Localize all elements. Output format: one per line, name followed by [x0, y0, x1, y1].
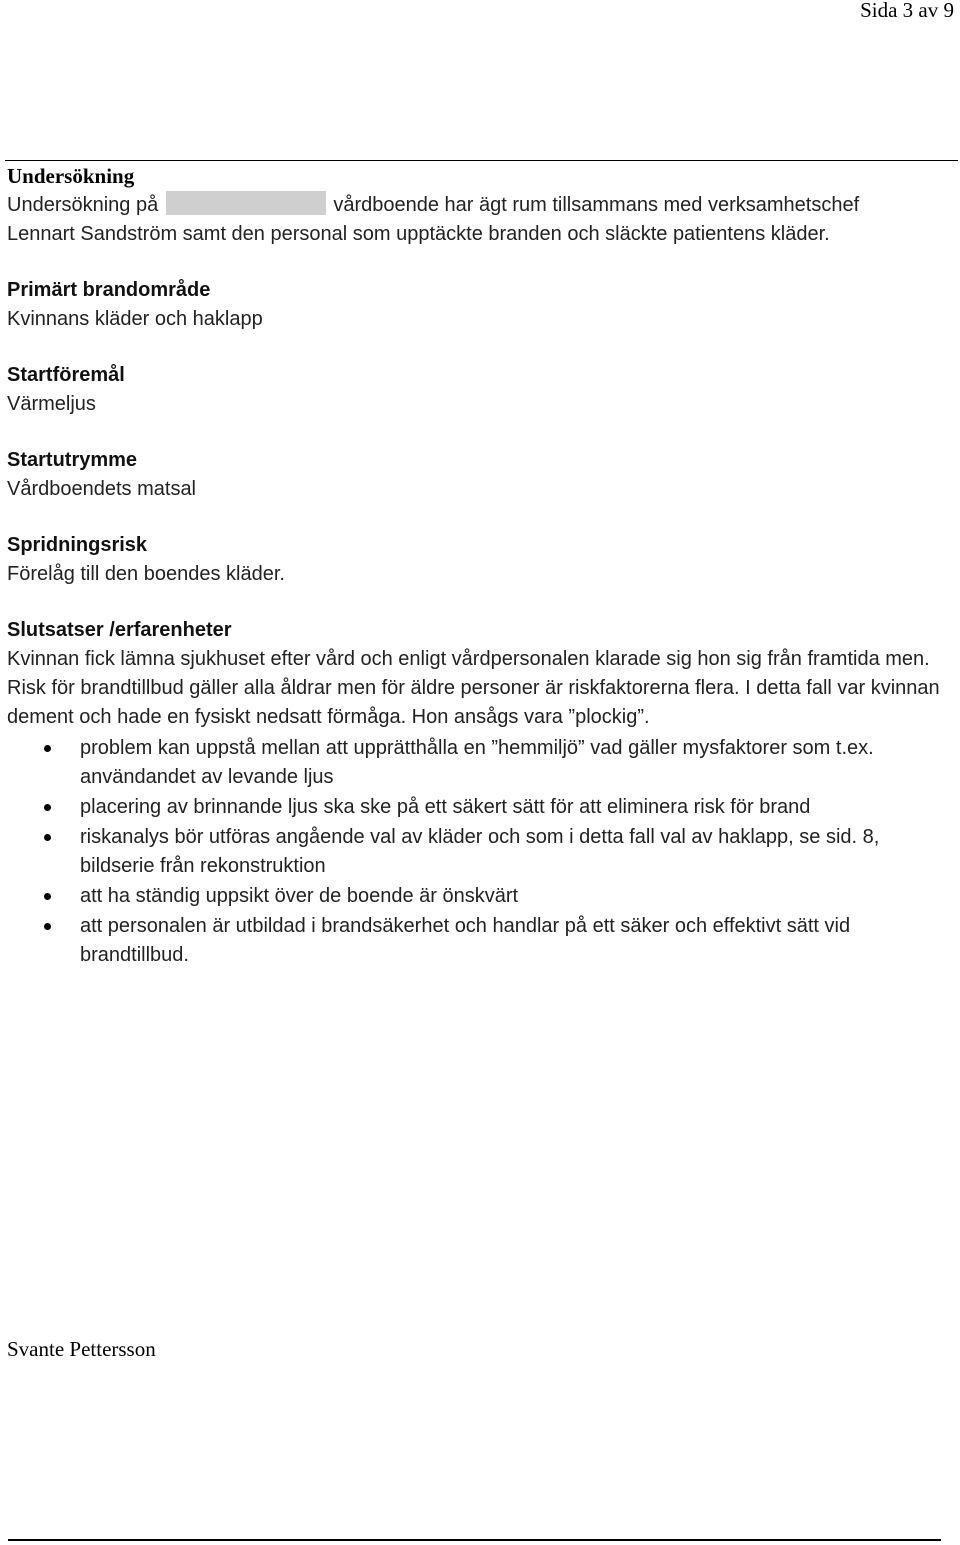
- spread-risk-heading: Spridningsrisk: [7, 534, 148, 556]
- start-object-heading: Startföremål: [7, 364, 125, 386]
- conclusions-paragraph-2: Risk för brandtillbud gäller alla åldrar men för äldre personer är riskfaktorerna flera. I detta fall var kvinnan dement och hade en fysiskt nedsatt förmåga. Hon ansågs vara ”plockig”.: [7, 677, 940, 728]
- investigation-line-2: Lennart Sandström samt den personal som upptäckte branden och släckte patientens kläder.: [7, 223, 830, 245]
- conclusions-heading: Slutsatser /erfarenheter: [7, 619, 232, 641]
- list-item: [7, 793, 952, 822]
- conclusions-bullet-list: [7, 734, 952, 970]
- bullet-icon: [44, 804, 51, 811]
- conclusions-paragraph-1: Kvinnan fick lämna sjukhuset efter vård och enligt vårdpersonalen klarade sig hon sig från framtida men.: [7, 648, 930, 670]
- list-item: [7, 912, 952, 970]
- investigation-line-1-end: vårdboende har ägt rum tillsammans med verksamhetschef: [333, 194, 860, 216]
- start-object-text: Värmeljus: [7, 393, 96, 415]
- signature-name: Svante Pettersson: [7, 1337, 156, 1361]
- conclusions-section: [7, 616, 952, 970]
- list-item: [7, 882, 952, 911]
- start-room-heading: Startutrymme: [7, 449, 138, 471]
- start-room-section: [7, 446, 952, 504]
- report-content: [7, 162, 952, 997]
- start-room-text: Vårdboendets matsal: [7, 478, 197, 500]
- primary-fire-area-section: [7, 276, 952, 334]
- redacted-facility-name: [166, 191, 326, 215]
- list-item-text: att ha ständig uppsikt över de boende är önskvärt: [80, 885, 519, 907]
- list-item: [7, 734, 952, 792]
- spread-risk-text: Förelåg till den boendes kläder.: [7, 563, 285, 585]
- start-object-section: [7, 361, 952, 419]
- spread-risk-section: [7, 531, 952, 589]
- list-item: [7, 823, 952, 881]
- page-number: Sida 3 av 9: [860, 0, 954, 22]
- list-item-text: problem kan uppstå mellan att upprätthålla en ”hemmiljö” vad gäller mysfaktorer som t.ex. användandet av levande ljus: [80, 737, 874, 788]
- investigation-heading: Undersökning: [7, 164, 135, 188]
- primary-fire-area-heading: Primärt brandområde: [7, 279, 211, 301]
- list-item-text: riskanalys bör utföras angående val av kläder och som i detta fall val av haklapp, se sid. 8, bildserie från rekonstruktion: [80, 826, 880, 877]
- bullet-icon: [44, 745, 51, 752]
- list-item-text: placering av brinnande ljus ska ske på ett säkert sätt för att eliminera risk för brand: [80, 796, 811, 818]
- bullet-icon: [44, 834, 51, 841]
- list-item-text: att personalen är utbildad i brandsäkerhet och handlar på ett säker och effektivt sätt vid brandtillbud.: [80, 915, 851, 966]
- header-divider: [5, 160, 958, 161]
- investigation-section: [7, 162, 952, 249]
- bullet-icon: [44, 923, 51, 930]
- primary-fire-area-text: Kvinnans kläder och haklapp: [7, 308, 263, 330]
- investigation-line-1-start: Undersökning på: [7, 194, 159, 216]
- investigation-line-1: [7, 191, 952, 220]
- bullet-icon: [44, 893, 51, 900]
- footer-divider: [8, 1539, 941, 1541]
